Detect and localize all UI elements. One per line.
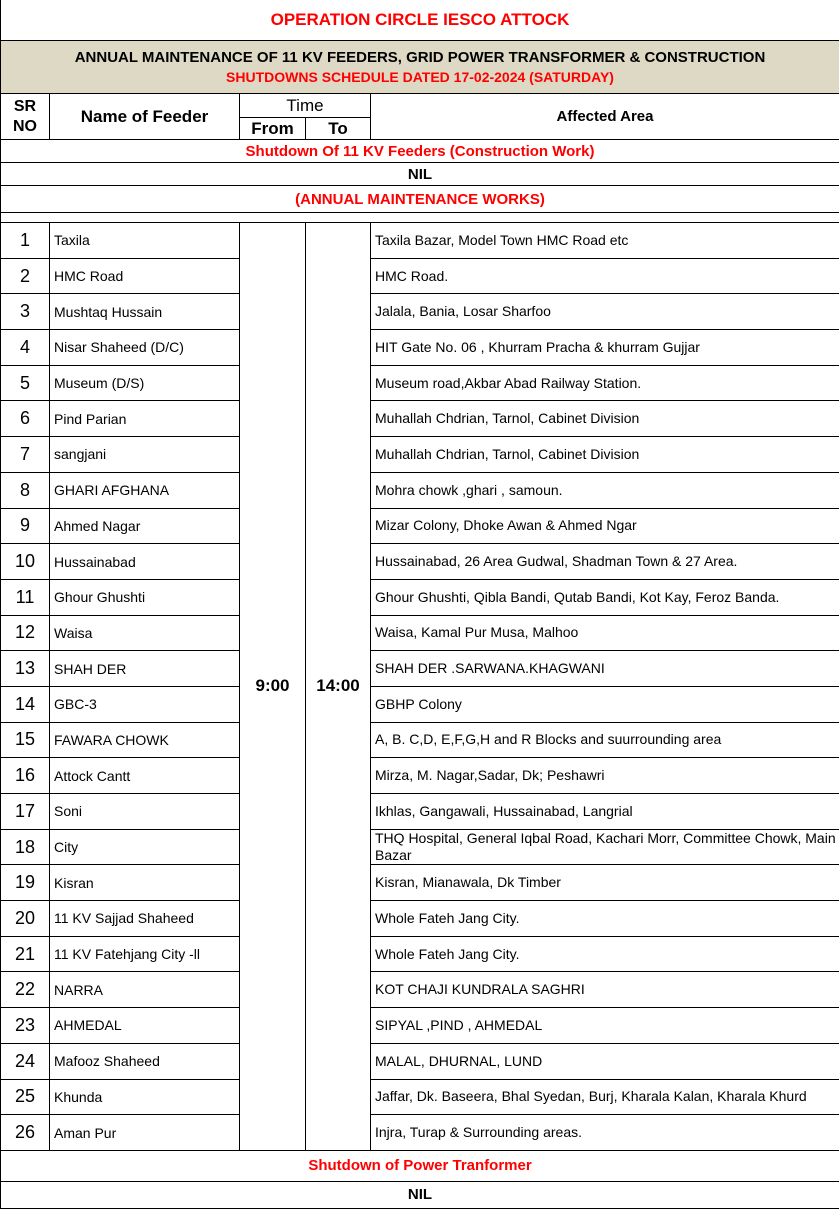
table-row: [1, 1079, 839, 1115]
table-row: [1, 615, 839, 651]
row-feeder-name: Hussainabad: [50, 544, 240, 580]
row-sr-no: 8: [1, 472, 50, 508]
subtitle: ANNUAL MAINTENANCE OF 11 KV FEEDERS, GRID POWER TRANSFORMER & CONSTRUCTION: [1, 48, 839, 68]
row-feeder-name: Museum (D/S): [50, 365, 240, 401]
table-row: [1, 936, 839, 972]
row-sr-no: 20: [1, 901, 50, 937]
row-sr-no: 17: [1, 794, 50, 830]
row-affected-area: MALAL, DHURNAL, LUND: [371, 1043, 839, 1079]
table-row: [1, 651, 839, 687]
row-feeder-name: Kisran: [50, 865, 240, 901]
row-sr-no: 11: [1, 579, 50, 615]
table-row: [1, 330, 839, 366]
header-from: From: [240, 118, 306, 140]
table-row: [1, 794, 839, 830]
row-affected-area: SHAH DER .SARWANA.KHAGWANI: [371, 651, 839, 687]
table-row: [1, 472, 839, 508]
row-feeder-name: AHMEDAL: [50, 1008, 240, 1044]
row-affected-area: Hussainabad, 26 Area Gudwal, Shadman Town & 27 Area.: [371, 544, 839, 580]
maintenance-heading: (ANNUAL MAINTENANCE WORKS): [1, 186, 839, 213]
schedule-date: SHUTDOWNS SCHEDULE DATED 17-02-2024 (SATURDAY): [1, 68, 839, 86]
table-row: [1, 508, 839, 544]
row-sr-no: 14: [1, 686, 50, 722]
row-sr-no: 5: [1, 365, 50, 401]
time-from-value: 9:00: [240, 223, 306, 1151]
row-feeder-name: Ahmed Nagar: [50, 508, 240, 544]
row-sr-no: 6: [1, 401, 50, 437]
row-affected-area: Muhallah Chdrian, Tarnol, Cabinet Division: [371, 437, 839, 473]
row-feeder-name: GBC-3: [50, 686, 240, 722]
row-affected-area: Museum road,Akbar Abad Railway Station.: [371, 365, 839, 401]
row-sr-no: 4: [1, 330, 50, 366]
row-feeder-name: Waisa: [50, 615, 240, 651]
row-affected-area: Ghour Ghushti, Qibla Bandi, Qutab Bandi, Kot Kay, Feroz Banda.: [371, 579, 839, 615]
row-affected-area: KOT CHAJI KUNDRALA SAGHRI: [371, 972, 839, 1008]
row-affected-area: GBHP Colony: [371, 686, 839, 722]
time-to-value: 14:00: [306, 223, 371, 1151]
row-sr-no: 3: [1, 294, 50, 330]
row-feeder-name: Mafooz Shaheed: [50, 1043, 240, 1079]
table-row: [1, 294, 839, 330]
header-area: Affected Area: [371, 94, 839, 140]
row-affected-area: Mirza, M. Nagar,Sadar, Dk; Peshawri: [371, 758, 839, 794]
row-affected-area: Waisa, Kamal Pur Musa, Malhoo: [371, 615, 839, 651]
row-affected-area: Jaffar, Dk. Baseera, Bhal Syedan, Burj, Kharala Kalan, Kharala Khurd: [371, 1079, 839, 1115]
row-sr-no: 25: [1, 1079, 50, 1115]
row-feeder-name: Ghour Ghushti: [50, 579, 240, 615]
row-feeder-name: SHAH DER: [50, 651, 240, 687]
table-row: [1, 829, 839, 865]
row-sr-no: 10: [1, 544, 50, 580]
row-sr-no: 18: [1, 829, 50, 865]
row-sr-no: 13: [1, 651, 50, 687]
header-to: To: [306, 118, 371, 140]
row-feeder-name: Aman Pur: [50, 1115, 240, 1151]
table-row: [1, 365, 839, 401]
row-affected-area: Muhallah Chdrian, Tarnol, Cabinet Division: [371, 401, 839, 437]
row-feeder-name: Pind Parian: [50, 401, 240, 437]
row-affected-area: A, B. C,D, E,F,G,H and R Blocks and suurrounding area: [371, 722, 839, 758]
construction-heading: Shutdown Of 11 KV Feeders (Construction Work): [1, 140, 839, 163]
row-sr-no: 7: [1, 437, 50, 473]
row-sr-no: 2: [1, 258, 50, 294]
row-feeder-name: Mushtaq Hussain: [50, 294, 240, 330]
document-title: OPERATION CIRCLE IESCO ATTOCK: [1, 0, 839, 41]
row-feeder-name: Attock Cantt: [50, 758, 240, 794]
row-feeder-name: Khunda: [50, 1079, 240, 1115]
row-affected-area: HMC Road.: [371, 258, 839, 294]
row-feeder-name: Taxila: [50, 223, 240, 259]
row-affected-area: Injra, Turap & Surrounding areas.: [371, 1115, 839, 1151]
row-sr-no: 26: [1, 1115, 50, 1151]
table-row: [1, 1008, 839, 1044]
table-row: [1, 901, 839, 937]
table-row: [1, 1115, 839, 1151]
header-time: Time: [240, 94, 371, 118]
row-feeder-name: GHARI AFGHANA: [50, 472, 240, 508]
title-band: [1, 41, 839, 94]
row-affected-area: HIT Gate No. 06 , Khurram Pracha & khurram Gujjar: [371, 330, 839, 366]
row-feeder-name: HMC Road: [50, 258, 240, 294]
row-affected-area: Whole Fateh Jang City.: [371, 901, 839, 937]
table-row: [1, 401, 839, 437]
row-sr-no: 24: [1, 1043, 50, 1079]
table-row: [1, 223, 839, 259]
row-sr-no: 23: [1, 1008, 50, 1044]
table-row: [1, 722, 839, 758]
spacer-row: [1, 213, 839, 223]
header-sr-no: SR NO: [1, 94, 50, 140]
row-affected-area: Whole Fateh Jang City.: [371, 936, 839, 972]
row-affected-area: Kisran, Mianawala, Dk Timber: [371, 865, 839, 901]
row-sr-no: 19: [1, 865, 50, 901]
row-feeder-name: City: [50, 829, 240, 865]
table-row: [1, 1043, 839, 1079]
row-affected-area: SIPYAL ,PIND , AHMEDAL: [371, 1008, 839, 1044]
row-feeder-name: Nisar Shaheed (D/C): [50, 330, 240, 366]
table-row: [1, 258, 839, 294]
row-feeder-name: FAWARA CHOWK: [50, 722, 240, 758]
transformer-heading: Shutdown of Power Tranformer: [1, 1150, 839, 1181]
row-affected-area: Jalala, Bania, Losar Sharfoo: [371, 294, 839, 330]
row-sr-no: 22: [1, 972, 50, 1008]
row-sr-no: 15: [1, 722, 50, 758]
row-sr-no: 21: [1, 936, 50, 972]
table-row: [1, 437, 839, 473]
table-row: [1, 758, 839, 794]
table-row: [1, 544, 839, 580]
row-feeder-name: sangjani: [50, 437, 240, 473]
row-sr-no: 16: [1, 758, 50, 794]
header-feeder: Name of Feeder: [50, 94, 240, 140]
construction-value: NIL: [1, 163, 839, 186]
row-affected-area: Mizar Colony, Dhoke Awan & Ahmed Ngar: [371, 508, 839, 544]
row-feeder-name: NARRA: [50, 972, 240, 1008]
table-row: [1, 686, 839, 722]
transformer-value: NIL: [1, 1181, 839, 1208]
row-sr-no: 9: [1, 508, 50, 544]
row-feeder-name: 11 KV Sajjad Shaheed: [50, 901, 240, 937]
row-sr-no: 1: [1, 223, 50, 259]
row-affected-area: Taxila Bazar, Model Town HMC Road etc: [371, 223, 839, 259]
table-row: [1, 865, 839, 901]
row-affected-area: Ikhlas, Gangawali, Hussainabad, Langrial: [371, 794, 839, 830]
table-row: [1, 972, 839, 1008]
row-affected-area: Mohra chowk ,ghari , samoun.: [371, 472, 839, 508]
row-affected-area: THQ Hospital, General Iqbal Road, Kachari Morr, Committee Chowk, Main Bazar: [371, 829, 839, 865]
row-feeder-name: 11 KV Fatehjang City -ll: [50, 936, 240, 972]
row-feeder-name: Soni: [50, 794, 240, 830]
row-sr-no: 12: [1, 615, 50, 651]
table-row: [1, 579, 839, 615]
